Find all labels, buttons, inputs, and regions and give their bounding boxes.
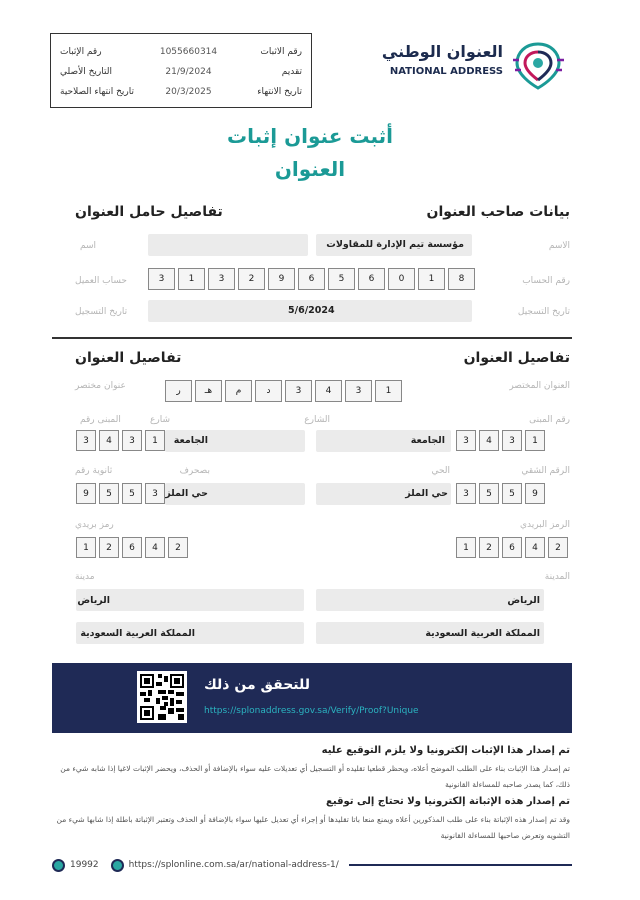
address-heading-left: تفاصيل العنوان xyxy=(75,350,182,366)
account-digit: 8 xyxy=(448,268,475,290)
building-digit: 1 xyxy=(145,430,165,451)
secondary-number-boxes xyxy=(456,483,545,504)
footer xyxy=(52,857,572,873)
info-row-expiry xyxy=(60,82,302,102)
verify-title: للتحقق من ذلك xyxy=(204,677,310,693)
postal-digit: 2 xyxy=(479,537,499,558)
account-digit: 9 xyxy=(268,268,295,290)
account-label-left: حساب العميل xyxy=(75,276,127,286)
short-address-char: 4 xyxy=(315,380,342,402)
secondary-digit: 3 xyxy=(145,483,165,504)
holder-heading: تفاصيل حامل العنوان xyxy=(75,204,223,220)
building-label: رقم المبنى xyxy=(529,415,570,425)
address-heading: تفاصيل العنوان xyxy=(463,350,570,366)
street-value-left: الجامعة xyxy=(173,435,208,446)
registration-label-left: تاريخ التسجيل xyxy=(75,307,128,317)
postal-digit: 4 xyxy=(525,537,545,558)
document-title-line-1: أثبت عنوان إثبات xyxy=(226,124,394,148)
street-value: الجامعة xyxy=(410,435,445,446)
city-label: المدينة xyxy=(544,572,570,582)
building-number-boxes xyxy=(456,430,545,451)
building-digit: 4 xyxy=(479,430,499,451)
secondary-number-boxes-left xyxy=(76,483,165,504)
short-address-char: م xyxy=(225,380,252,402)
secondary-digit: 3 xyxy=(456,483,476,504)
note-2-heading: تم إصدار هذه الإثباتة إلكترونيا ولا تحتاج إلى توقيع xyxy=(326,796,570,807)
footer-phone[interactable]: 19992 xyxy=(70,860,99,870)
info-row-submitted xyxy=(60,62,302,82)
name-label-left: اسم xyxy=(80,241,97,251)
short-address-boxes xyxy=(165,380,402,402)
short-address-char: 1 xyxy=(375,380,402,402)
postal-code-boxes-left xyxy=(76,537,188,558)
account-number-boxes xyxy=(148,268,475,290)
submitted-label: تقديم xyxy=(281,67,302,77)
short-address-char: د xyxy=(255,380,282,402)
proof-number-label-alt: رقم الإثبات xyxy=(60,47,102,57)
building-digit: 1 xyxy=(525,430,545,451)
city-value: الرياض xyxy=(507,595,540,606)
proof-number-value: 1055660314 xyxy=(159,47,218,57)
section-divider xyxy=(52,337,572,339)
submitted-value: 21/9/2024 xyxy=(165,67,212,77)
name-field-left xyxy=(148,234,308,256)
document-title-line-2: العنوان xyxy=(274,157,346,181)
qr-code-icon[interactable] xyxy=(137,671,187,723)
national-address-pin-icon xyxy=(509,40,567,90)
account-digit: 2 xyxy=(238,268,265,290)
secondary-digit: 9 xyxy=(76,483,96,504)
district-label-left: بصحرف xyxy=(179,466,210,476)
registration-label: تاريخ التسجيل xyxy=(517,307,570,317)
footer-url-link[interactable]: https://splonline.com.sa/ar/national-address-1/ xyxy=(128,860,339,870)
building-label-left: المبنى رقم xyxy=(80,415,121,425)
account-digit: 0 xyxy=(388,268,415,290)
info-row-proof-number xyxy=(60,42,302,62)
district-label: الحي xyxy=(431,466,450,476)
note-1-heading: تم إصدار هذا الإثبات إلكترونيا ولا يلزم التوقيع عليه xyxy=(321,745,570,756)
postal-code-boxes xyxy=(456,537,568,558)
logo-arabic-text: العنوان الوطني xyxy=(381,42,503,61)
account-digit: 1 xyxy=(418,268,445,290)
postal-digit: 6 xyxy=(502,537,522,558)
postal-digit: 4 xyxy=(145,537,165,558)
short-address-char: 3 xyxy=(285,380,312,402)
expiry-label: تاريخ الانتهاء xyxy=(257,87,302,97)
verify-banner xyxy=(52,663,572,733)
postal-digit: 2 xyxy=(99,537,119,558)
postal-digit: 2 xyxy=(548,537,568,558)
building-digit: 3 xyxy=(456,430,476,451)
postal-label-left: رمز بريدي xyxy=(75,520,114,530)
account-digit: 6 xyxy=(298,268,325,290)
city-field-left xyxy=(76,589,304,611)
postal-digit: 6 xyxy=(122,537,142,558)
country-value-left: المملكة العربية السعودية xyxy=(80,628,195,639)
secondary-digit: 9 xyxy=(525,483,545,504)
short-address-label-left: عنوان مختصر xyxy=(75,381,126,391)
short-address-char: 3 xyxy=(345,380,372,402)
secondary-label: الرقم الشقي xyxy=(521,466,570,476)
registration-date-value: 5/6/2024 xyxy=(288,305,335,316)
postal-digit: 1 xyxy=(456,537,476,558)
verify-url-link[interactable]: https://splonaddress.gov.sa/Verify/Proof?Unique xyxy=(204,706,419,716)
short-address-label: العنوان المختصر xyxy=(509,381,570,391)
city-label-left: مدينة xyxy=(75,572,95,582)
owner-heading: بيانات صاحب العنوان xyxy=(426,204,570,220)
building-digit: 4 xyxy=(99,430,119,451)
short-address-char: هـ xyxy=(195,380,222,402)
district-value-left: حي الملز xyxy=(165,488,208,499)
account-digit: 6 xyxy=(358,268,385,290)
secondary-digit: 5 xyxy=(99,483,119,504)
postal-label: الرمز البريدي xyxy=(519,520,570,530)
document-info-box xyxy=(50,33,312,108)
secondary-label-left: ثانوية رقم xyxy=(75,466,113,476)
account-digit: 3 xyxy=(148,268,175,290)
building-digit: 3 xyxy=(76,430,96,451)
postal-digit: 2 xyxy=(168,537,188,558)
globe-icon xyxy=(111,859,124,872)
expiry-label-alt: تاريخ انتهاء الصلاحية xyxy=(60,87,134,97)
country-value: المملكة العربية السعودية xyxy=(425,628,540,639)
expiry-value: 20/3/2025 xyxy=(165,87,212,97)
national-address-logo xyxy=(381,40,575,90)
footer-divider xyxy=(349,864,572,866)
postal-digit: 1 xyxy=(76,537,96,558)
note-1-body: تم إصدار هذا الإثبات بناء على الطلب الموضح أعلاه، ويحظر قطعيا تقليده أو التسجيل أي تعديلات عليه سواء بالإضافة أو الحذف، ويحضر الإثبات لاغيا إذا شابه شيء من ذلك، كما يصدر صاحبه للمساءلة القانونية xyxy=(60,764,570,789)
logo-english-text: NATIONAL ADDRESS xyxy=(389,66,503,77)
proof-number-label: رقم الاثبات xyxy=(260,47,302,57)
account-digit: 5 xyxy=(328,268,355,290)
secondary-digit: 5 xyxy=(122,483,142,504)
account-digit: 3 xyxy=(208,268,235,290)
street-label: الشارع xyxy=(304,415,330,425)
note-2-body: وقد تم إصدار هذه الإثباتة بناء على طلب المذكورين أعلاه ويمنع منعا باتا تقليدها أو إجراء أي تعديل عليها سواء بالإضافة أو الحذف وتعتبر الإثباتة باطلة إذا شابها شيء من التشويه وتعرض صاحبها للمساءلة القانونية xyxy=(56,815,570,840)
phone-icon xyxy=(52,859,65,872)
account-digit: 1 xyxy=(178,268,205,290)
city-value-left: الرياض xyxy=(77,595,110,606)
street-label-left: شارع xyxy=(150,415,170,425)
account-label: رقم الحساب xyxy=(522,276,570,286)
building-number-boxes-left xyxy=(76,430,165,451)
building-digit: 3 xyxy=(502,430,522,451)
secondary-digit: 5 xyxy=(479,483,499,504)
short-address-char: ر xyxy=(165,380,192,402)
secondary-digit: 5 xyxy=(502,483,522,504)
original-date-label: التاريخ الأصلي xyxy=(60,67,112,77)
building-digit: 3 xyxy=(122,430,142,451)
name-value: مؤسسة تيم الإدارة للمقاولات xyxy=(326,239,464,250)
name-label: الاسم xyxy=(548,241,570,251)
district-value: حي الملز xyxy=(405,488,448,499)
